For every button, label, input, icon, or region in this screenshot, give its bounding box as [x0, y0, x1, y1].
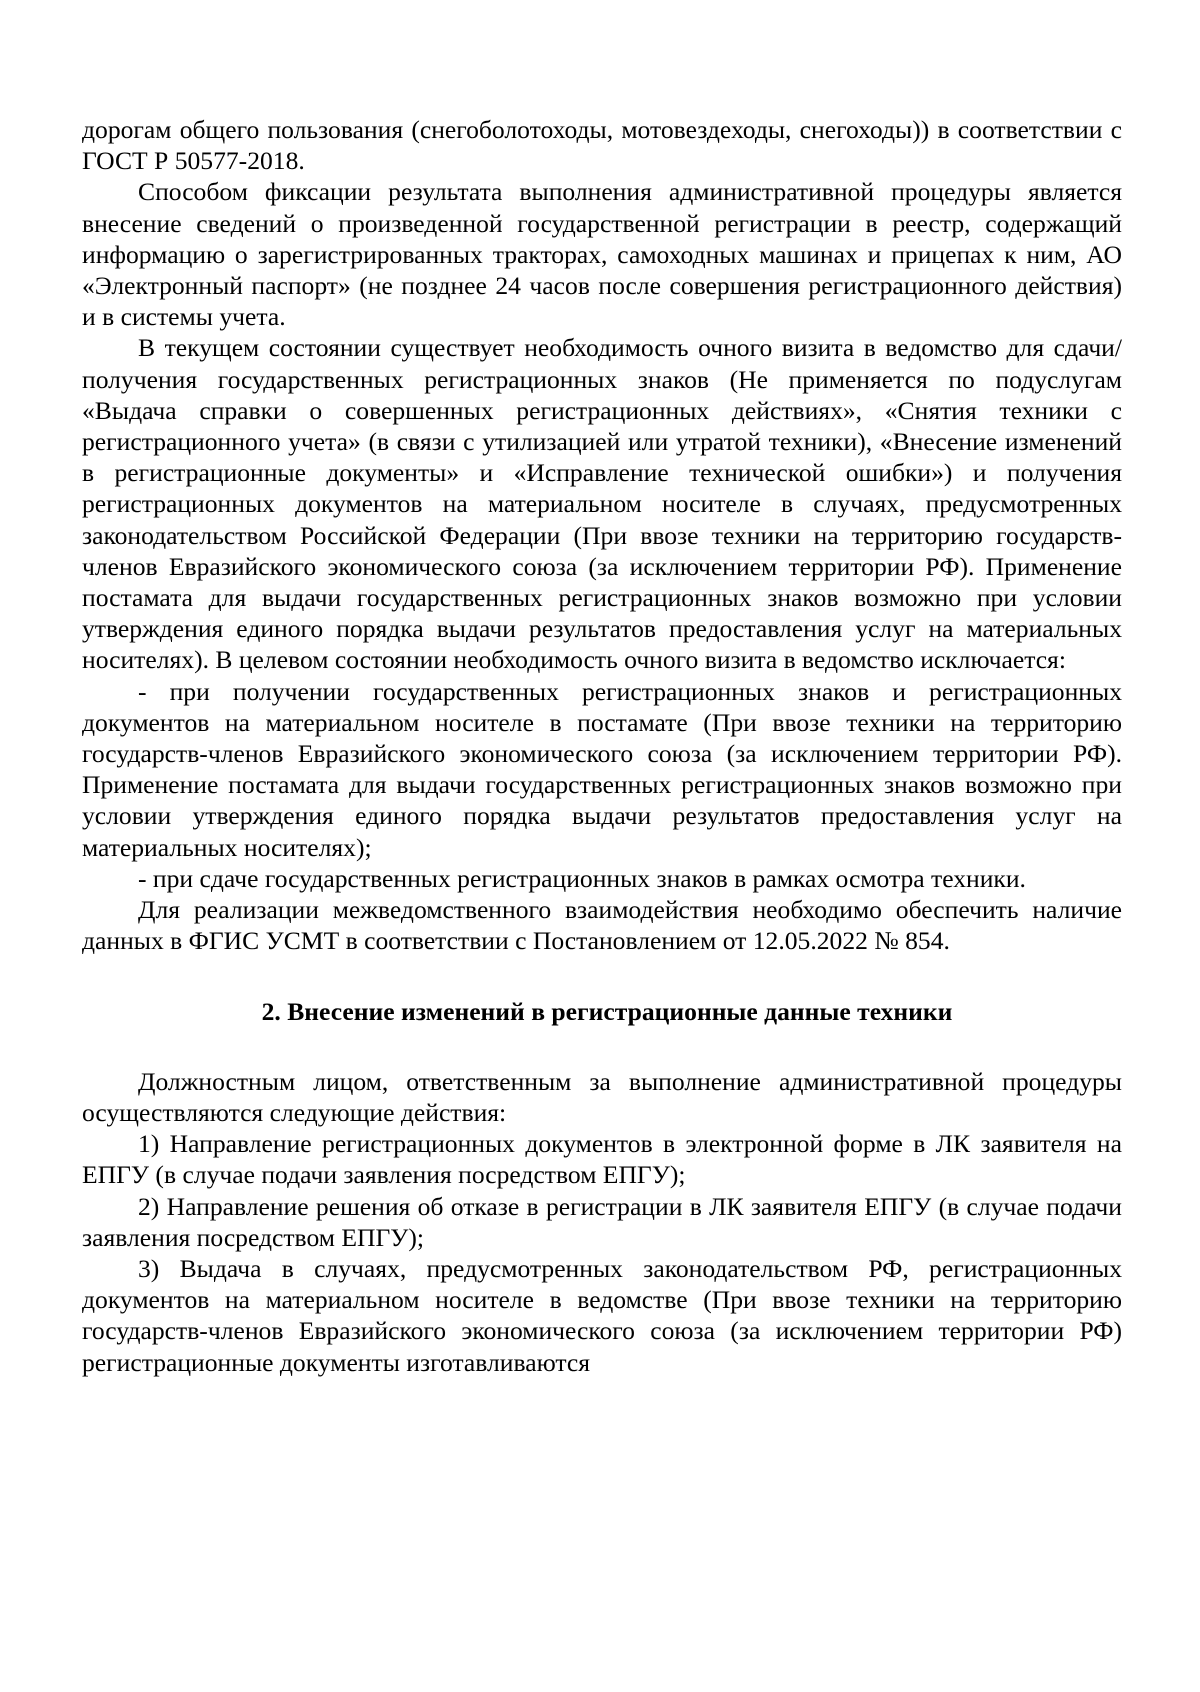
numbered-item: 2) Направление решения об отказе в регистрации в ЛК заявителя ЕПГУ (в случае подачи заявления посредством ЕПГУ);: [82, 1191, 1122, 1252]
bullet-item: - при получении государственных регистрационных знаков и регистрационных документов на материальном носителе в постамате (При ввозе техники на территорию государств-членов Евразийского экономического союза (за исключением территории РФ). Применение постамата для выдачи государственных регистрационных знаков возможно при условии утверждения единого порядка выдачи результатов предоставления услуг на материальных носителях);: [82, 676, 1122, 862]
paragraph-fixation-method: Способом фиксации результата выполнения административной процедуры является внесение сведений о произведенной государственной регистрации в реестр, содержащий информацию о зарегистрированных тракторах, самоходных машинах и прицепах к ним, АО «Электронный паспорт» (не позднее 24 часов после совершения регистрационного действия) и в системы учета.: [82, 177, 1122, 332]
paragraph-continuation: дорогам общего пользования (снегоболотоходы, мотовездеходы, снегоходы)) в соответствии с ГОСТ Р 50577-2018.: [82, 115, 1122, 176]
section-heading: [82, 996, 1122, 1027]
bullet-item: - при сдаче государственных регистрационных знаков в рамках осмотра техники.: [138, 863, 1026, 893]
paragraph-current-state: В текущем состоянии существует необходимость очного визита в ведомство для сдачи/получения государственных регистрационных знаков (Не применяется по подуслугам «Выдача справки о совершенных регистрационных действиях», «Снятия техники с регистрационного учета» (в связи с утилизацией или утратой техники), «Внесение изменений в регистрационные документы» и «Исправление технической ошибки») и получения регистрационных документов на материальном носителе в случаях, предусмотренных законодательством Российской Федерации (При ввозе техники на территорию государств-членов Евразийского экономического союза (за исключением территории РФ). Применение постамата для выдачи государственных регистрационных знаков возможно при условии утверждения единого порядка выдачи результатов предоставления услуг на материальных носителях). В целевом состоянии необходимость очного визита в ведомство исключается:: [82, 333, 1122, 675]
paragraph-intro: Должностным лицом, ответственным за выполнение административной процедуры осуществляются следующие действия:: [82, 1066, 1122, 1127]
paragraph-interagency: Для реализации межведомственного взаимодействия необходимо обеспечить наличие данных в ФГИС УСМТ в соответствии с Постановлением от 12.05.2022 № 854.: [82, 895, 1122, 956]
numbered-item: 1) Направление регистрационных документов в электронной форме в ЛК заявителя на ЕПГУ (в случае подачи заявления посредством ЕПГУ);: [82, 1129, 1122, 1190]
section-heading-text: 2. Внесение изменений в регистрационные данные техники: [261, 997, 953, 1027]
numbered-item: 3) Выдача в случаях, предусмотренных законодательством РФ, регистрационных документов на материальном носителе в ведомстве (При ввозе техники на территорию государств-членов Евразийского экономического союза (за исключением территории РФ) регистрационные документы изготавливаются: [82, 1253, 1122, 1377]
document-body: [82, 114, 1122, 1378]
